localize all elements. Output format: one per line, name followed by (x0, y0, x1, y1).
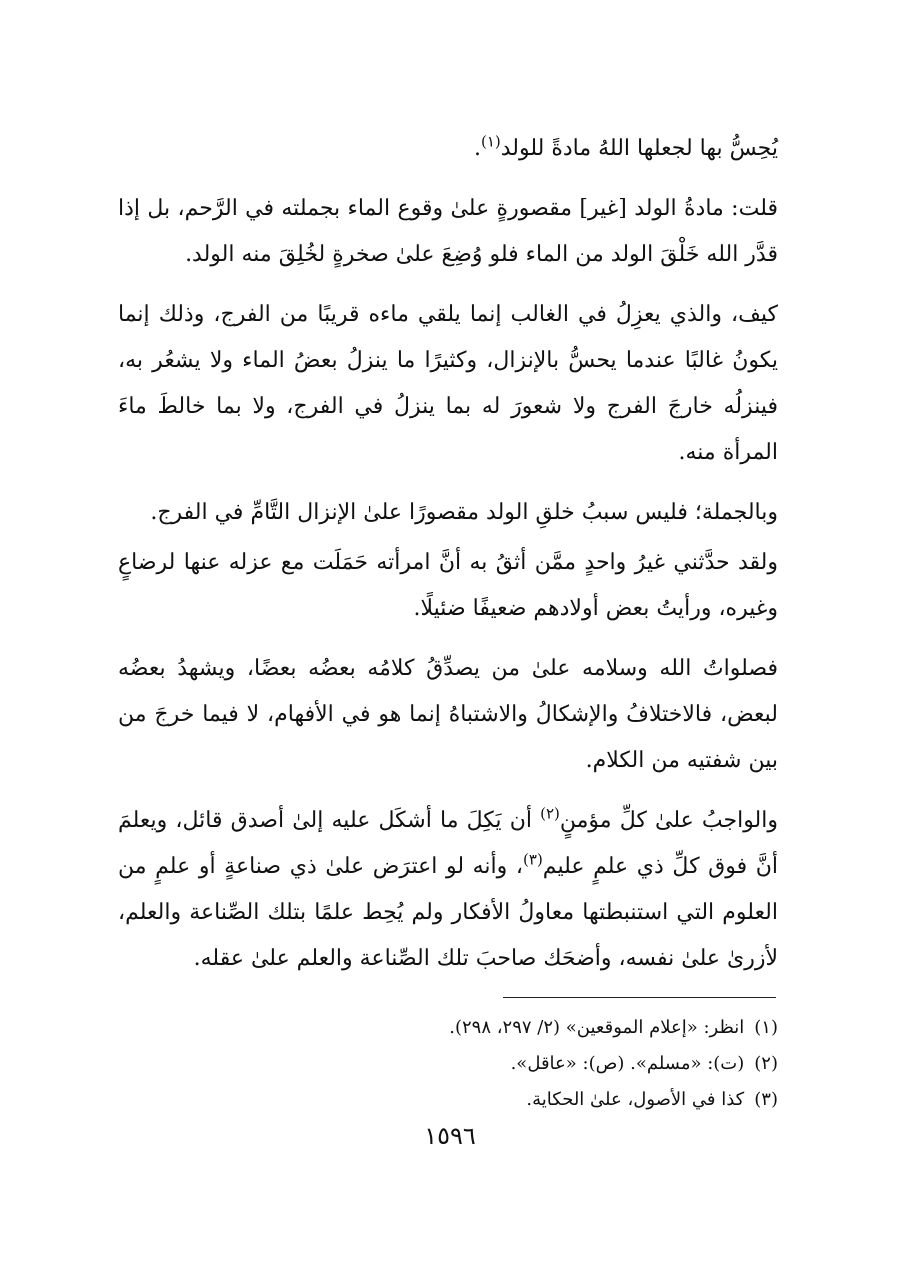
footnote-text: انظر: «إعلام الموقعين» (٢/ ٢٩٧، ٢٩٨). (449, 1017, 745, 1038)
footnote-divider (503, 997, 776, 998)
footnote-text: (ت): «مسلم». (ص): «عاقل». (510, 1053, 745, 1074)
footnote-number: (١) (754, 1017, 778, 1038)
footnotes (118, 1010, 778, 1118)
footnote (118, 1010, 778, 1046)
footnote-reference: (٣) (523, 850, 543, 869)
footnote (118, 1046, 778, 1082)
paragraph (118, 798, 778, 982)
paragraph: قلت: مادةُ الولد [غير] مقصورةٍ علىٰ وقوع الماء بجملته في الرَّحم، بل إذا قدَّر الله خَلْقَ الولد من الماء فلو وُضِعَ علىٰ صخرةٍ لخُلِقَ منه الولد. (118, 196, 778, 267)
paragraph: كيف، والذي يعزِلُ في الغالب إنما يلقي ماءه قريبًا من الفرج، وذلك إنما يكونُ غالبًا عندما يحسُّ بالإنزال، وكثيرًا ما ينزلُ بعضُ الماء ولا يشعُر به، فينزلُه خارجَ الفرج ولا شعورَ له بما ينزلُ في الفرج، ولا بما خالطَ ماءَ المرأة منه. (118, 302, 778, 465)
paragraph: فصلواتُ الله وسلامه علىٰ من يصدِّقُ كلامُه بعضُه بعضًا، ويشهدُ بعضُه لبعض، فالاختلافُ والإشكالُ والاشتباهُ إنما هو في الأفهام، لا فيما خرجَ من بين شفتيه من الكلام. (118, 656, 778, 773)
footnote-text: كذا في الأصول، علىٰ الحكاية. (526, 1089, 745, 1110)
paragraph-text: أن يَكِلَ ما أشكَل عليه إلىٰ أصدق قائل، ويعلمَ أنَّ فوق كلِّ ذي علمٍ عليم (118, 808, 778, 879)
paragraph-text: ، وأنه لو اعترَض علىٰ ذي صناعةٍ أو علمٍ من العلوم التي استنبطتها معاولُ الأفكار ولم يُحِط علمًا بتلك الصِّناعة والعلم، لأزرىٰ علىٰ نفسه، وأضحَك صاحبَ تلك الصِّناعة والعلم علىٰ عقله. (118, 854, 778, 971)
footnote (118, 1082, 778, 1118)
main-text (118, 126, 778, 982)
footnote-number: (٣) (754, 1089, 778, 1110)
paragraph-text: والواجبُ علىٰ كلِّ مؤمنٍ (559, 808, 778, 833)
paragraph: وبالجملة؛ فليس سببُ خلقِ الولد مقصورًا علىٰ الإنزال التَّامِّ في الفرج. (150, 500, 778, 525)
paragraph: ولقد حدَّثني غيرُ واحدٍ ممَّن أثقُ به أنَّ امرأته حَمَلَت مع عزله عنها لرضاعٍ وغيره، ورأيتُ بعض أولادهم ضعيفًا ضئيلًا. (118, 550, 778, 621)
paragraph (118, 126, 778, 172)
footnote-reference: (٢) (540, 804, 560, 823)
paragraph-end: . (473, 136, 481, 161)
page-number: ١٥٩٦ (424, 1122, 476, 1150)
footnote-reference: (١) (480, 132, 501, 151)
paragraph-text: يُحِسُّ بها لجعلها اللهُ مادةً للولد (500, 136, 778, 161)
footnote-number: (٢) (754, 1053, 778, 1074)
